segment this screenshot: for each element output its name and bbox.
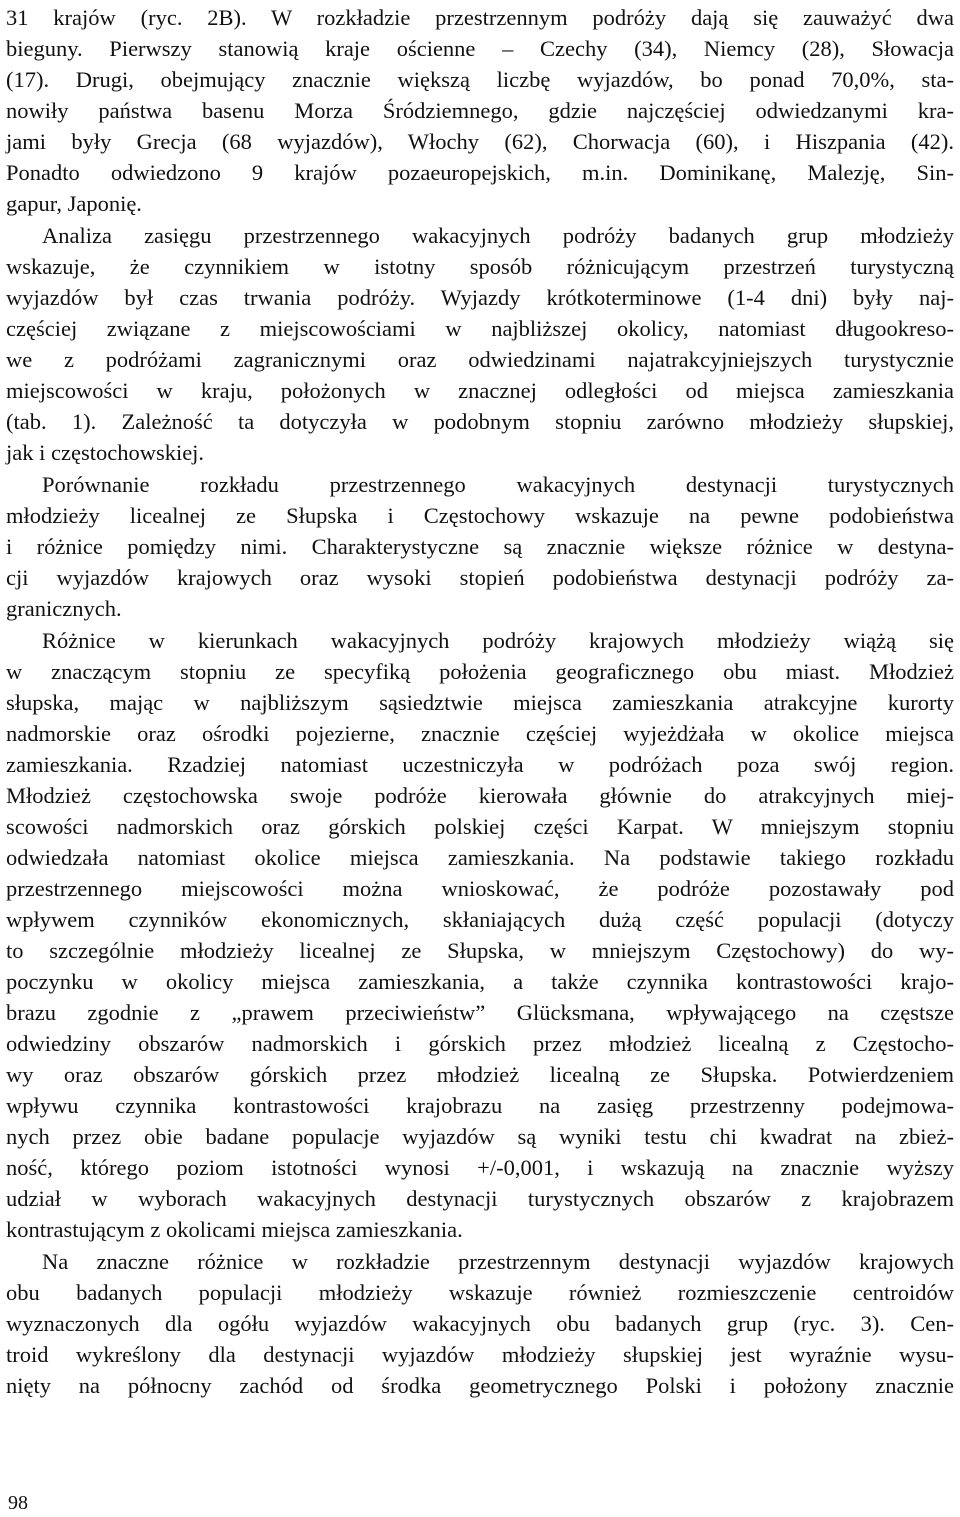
text-line: częściej związane z miejscowościami w najbliższej okolicy, natomiast długookreso- xyxy=(6,316,954,341)
text-line: obu badanych populacji młodzieży wskazuje również rozmieszczenie centroidów xyxy=(6,1280,954,1305)
text-line: wy oraz obszarów górskich przez młodzież licealną ze Słupska. Potwierdzeniem xyxy=(6,1062,954,1087)
text-line: 31 krajów (ryc. 2B). W rozkładzie przestrzennym podróży dają się zauważyć dwa xyxy=(6,5,954,30)
text-line: troid wykreślony dla destynacji wyjazdów młodzieży słupskiej jest wyraźnie wysu- xyxy=(6,1342,954,1367)
text-line: i różnice pomiędzy nimi. Charakterystyczne są znacznie większe różnice w destyna- xyxy=(6,534,954,559)
text-line: nadmorskie oraz ośrodki pojezierne, znacznie częściej wyjeżdżała w okolice miejsca xyxy=(6,721,954,746)
text-line: (tab. 1). Zależność ta dotyczyła w podobnym stopniu zarówno młodzieży słupskiej, xyxy=(6,409,954,434)
text-line: wskazuje, że czynnikiem w istotny sposób różnicującym przestrzeń turystyczną xyxy=(6,254,954,279)
text-line: wpływem czynników ekonomicznych, skłaniających dużą część populacji (dotyczy xyxy=(6,907,954,932)
text-line: przestrzennego miejscowości można wnioskować, że podróże pozostawały pod xyxy=(6,876,954,901)
paragraph-first-line: Na znaczne różnice w rozkładzie przestrzennym destynacji wyjazdów krajowych xyxy=(42,1249,954,1274)
text-line: nych przez obie badane populacje wyjazdów są wyniki testu chi kwadrat na zbież- xyxy=(6,1124,954,1149)
text-line: we z podróżami zagranicznymi oraz odwiedzinami najatrakcyjniejszych turystycznie xyxy=(6,347,954,372)
text-line: bieguny. Pierwszy stanowią kraje ościenne – Czechy (34), Niemcy (28), Słowacja xyxy=(6,36,954,61)
paragraph-first-line: Analiza zasięgu przestrzennego wakacyjnych podróży badanych grup młodzieży xyxy=(42,223,954,248)
paragraph-last-line: kontrastującym z okolicami miejsca zamieszkania. xyxy=(6,1217,463,1242)
text-line: scowości nadmorskich oraz górskich polskiej części Karpat. W mniejszym stopniu xyxy=(6,814,954,839)
text-line: ność, którego poziom istotności wynosi +/-0,001, i wskazują na znacznie wyższy xyxy=(6,1155,954,1180)
text-line: nowiły państwa basenu Morza Śródziemnego, gdzie najczęściej odwiedzanymi kra- xyxy=(6,98,954,123)
text-line: wyznaczonych dla ogółu wyjazdów wakacyjnych obu badanych grup (ryc. 3). Cen- xyxy=(6,1311,954,1336)
text-line: jami były Grecja (68 wyjazdów), Włochy (62), Chorwacja (60), i Hiszpania (42). xyxy=(6,129,954,154)
text-line: nięty na północny zachód od środka geometrycznego Polski i położony znacznie xyxy=(6,1373,954,1398)
text-line: odwiedzała natomiast okolice miejsca zamieszkania. Na podstawie takiego rozkładu xyxy=(6,845,954,870)
text-line: wpływu czynnika kontrastowości krajobrazu na zasięg przestrzenny podejmowa- xyxy=(6,1093,954,1118)
page-number: 98 xyxy=(8,1492,28,1514)
text-line: Ponadto odwiedzono 9 krajów pozaeuropejskich, m.in. Dominikanę, Malezję, Sin- xyxy=(6,160,954,185)
paragraph-last-line: jak i częstochowskiej. xyxy=(6,440,205,465)
text-line: poczynku w okolicy miejsca zamieszkania, a także czynnika kontrastowości krajo- xyxy=(6,969,954,994)
text-line: (17). Drugi, obejmujący znacznie większą liczbę wyjazdów, bo ponad 70,0%, sta- xyxy=(6,67,954,92)
text-line: młodzieży licealnej ze Słupska i Częstochowy wskazuje na pewne podobieństwa xyxy=(6,503,954,528)
text-line: odwiedziny obszarów nadmorskich i górskich przez młodzież licealną z Częstocho- xyxy=(6,1031,954,1056)
text-line: Młodzież częstochowska swoje podróże kierowała głównie do atrakcyjnych miej- xyxy=(6,783,954,808)
text-line: w znaczącym stopniu ze specyfiką położenia geograficznego obu miast. Młodzież xyxy=(6,659,954,684)
paragraph-last-line: granicznych. xyxy=(6,596,122,621)
text-line: wyjazdów był czas trwania podróży. Wyjazdy krótkoterminowe (1-4 dni) były naj- xyxy=(6,285,954,310)
paragraph-last-line: gapur, Japonię. xyxy=(6,191,142,216)
paragraph-first-line: Porównanie rozkładu przestrzennego wakacyjnych destynacji turystycznych xyxy=(42,472,954,497)
text-line: udział w wyborach wakacyjnych destynacji turystycznych obszarów z krajobrazem xyxy=(6,1186,954,1211)
paragraph-first-line: Różnice w kierunkach wakacyjnych podróży krajowych młodzieży wiążą się xyxy=(42,628,954,653)
text-line: to szczególnie młodzieży licealnej ze Słupska, w mniejszym Częstochowy) do wy- xyxy=(6,938,954,963)
text-line: zamieszkania. Rzadziej natomiast uczestniczyła w podróżach poza swój region. xyxy=(6,752,954,777)
text-line: cji wyjazdów krajowych oraz wysoki stopień podobieństwa destynacji podróży za- xyxy=(6,565,954,590)
text-line: miejscowości w kraju, położonych w znacznej odległości od miejsca zamieszkania xyxy=(6,378,954,403)
text-line: brazu zgodnie z „prawem przeciwieństw” Glücksmana, wpływającego na częstsze xyxy=(6,1000,954,1025)
text-line: słupska, mając w najbliższym sąsiedztwie miejsca zamieszkania atrakcyjne kurorty xyxy=(6,690,954,715)
